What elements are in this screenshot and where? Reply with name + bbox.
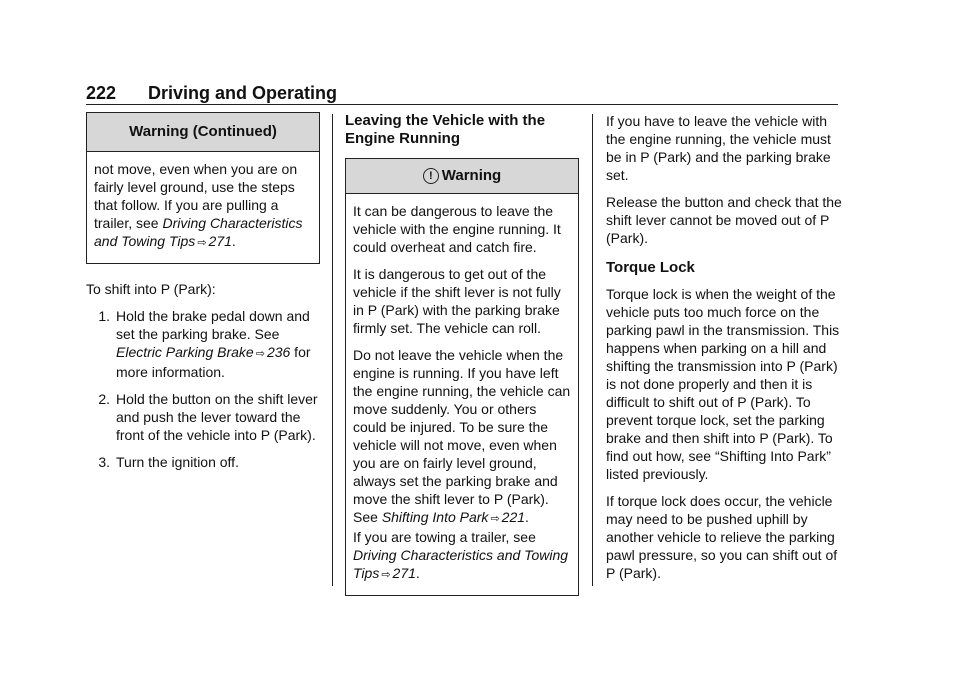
body-paragraph: If torque lock does occur, the vehicle may need to be pushed uphill by another vehicle to relieve the parking pawl pressure, so you can shift out of P (Park). [606,493,838,581]
warning-header [346,159,578,194]
column-divider [592,114,593,586]
column-divider [332,114,333,586]
page-reference[interactable]: 271 [208,233,232,249]
step-list [86,307,320,471]
column-2 [345,112,579,596]
page-reference-arrow-icon: ⇨ [255,348,265,360]
page-reference[interactable]: 271 [392,565,416,581]
list-item: 1. Hold the brake pedal down and set the parking brake. See Electric Parking Brake ⇨ 236 for more information. [98,308,311,380]
column-1 [86,112,320,480]
page-reference-arrow-icon: ⇨ [381,569,391,581]
section-heading: Leaving the Vehicle with the Engine Running [345,112,546,147]
warning-box-continued [86,112,320,264]
section-title: Driving and Operating [148,83,338,103]
page-reference-arrow-icon: ⇨ [197,237,207,249]
page-reference-arrow-icon: ⇨ [490,513,500,525]
warning-paragraph: Do not leave the vehicle when the engine is running. If you have left the engine running, the vehicle can move suddenly. You or others could be injured. To be sure the vehicle will not move, even when you are on fairly level ground, always set the parking brake and move the shift lever to P (Park). See Shifting Into Park ⇨ 221. If you are towing a trailer, see Driving Characteristics and Towing Tips ⇨ 271. [353,347,571,581]
column-3 [606,112,842,591]
subsection-heading: Torque Lock [606,259,695,276]
cross-reference-link[interactable]: Shifting Into Park [381,509,489,525]
page-number: 222 [86,83,117,103]
warning-paragraph: It can be dangerous to leave the vehicle with the engine running. It could overheat and catch fire. [353,203,561,255]
body-paragraph: If you have to leave the vehicle with the engine running, the vehicle must be in P (Park) and the parking brake set. [606,113,831,183]
warning-box [345,158,579,596]
page-header [86,82,838,106]
page-reference[interactable]: 236 [266,344,291,360]
page-reference[interactable]: 221 [501,509,526,525]
cross-reference-link[interactable]: Driving Characteristics and Towing Tips [94,215,303,249]
warning-circle-icon: ! [423,168,439,184]
warning-text: not move, even when you are on fairly level ground, use the steps that follow. If you are pulling a trailer, see Driving Characteristics and Towing Tips ⇨ 271. [94,161,303,249]
cross-reference-link[interactable]: Driving Characteristics and Towing Tips [353,547,569,581]
body-paragraph: Release the button and check that the shift lever cannot be moved out of P (Park). [606,194,842,246]
warning-title: Warning [441,167,502,184]
cross-reference-link[interactable]: Electric Parking Brake [116,344,254,360]
procedure-lead: To shift into P (Park): [86,281,216,297]
warning-title: Warning (Continued) [87,113,319,152]
warning-paragraph: It is dangerous to get out of the vehicle if the shift lever is not fully in P (Park) with the parking brake firmly set. The vehicle can roll. [353,266,561,336]
body-paragraph: Torque lock is when the weight of the vehicle puts too much force on the parking pawl in the transmission. This happens when parking on a hill and shifting the transmission into P (Park) is not done properly and then it is difficult to shift out of P (Park). To prevent torque lock, set the parking brake and then shift into P (Park). To find out how, see “Shifting Into Park” listed previously. [606,286,840,482]
list-item: 2. Hold the button on the shift lever and push the lever toward the front of the vehicle into P (Park). [98,391,318,443]
header-divider [86,104,838,105]
list-item: 3. Turn the ignition off. [98,454,239,470]
